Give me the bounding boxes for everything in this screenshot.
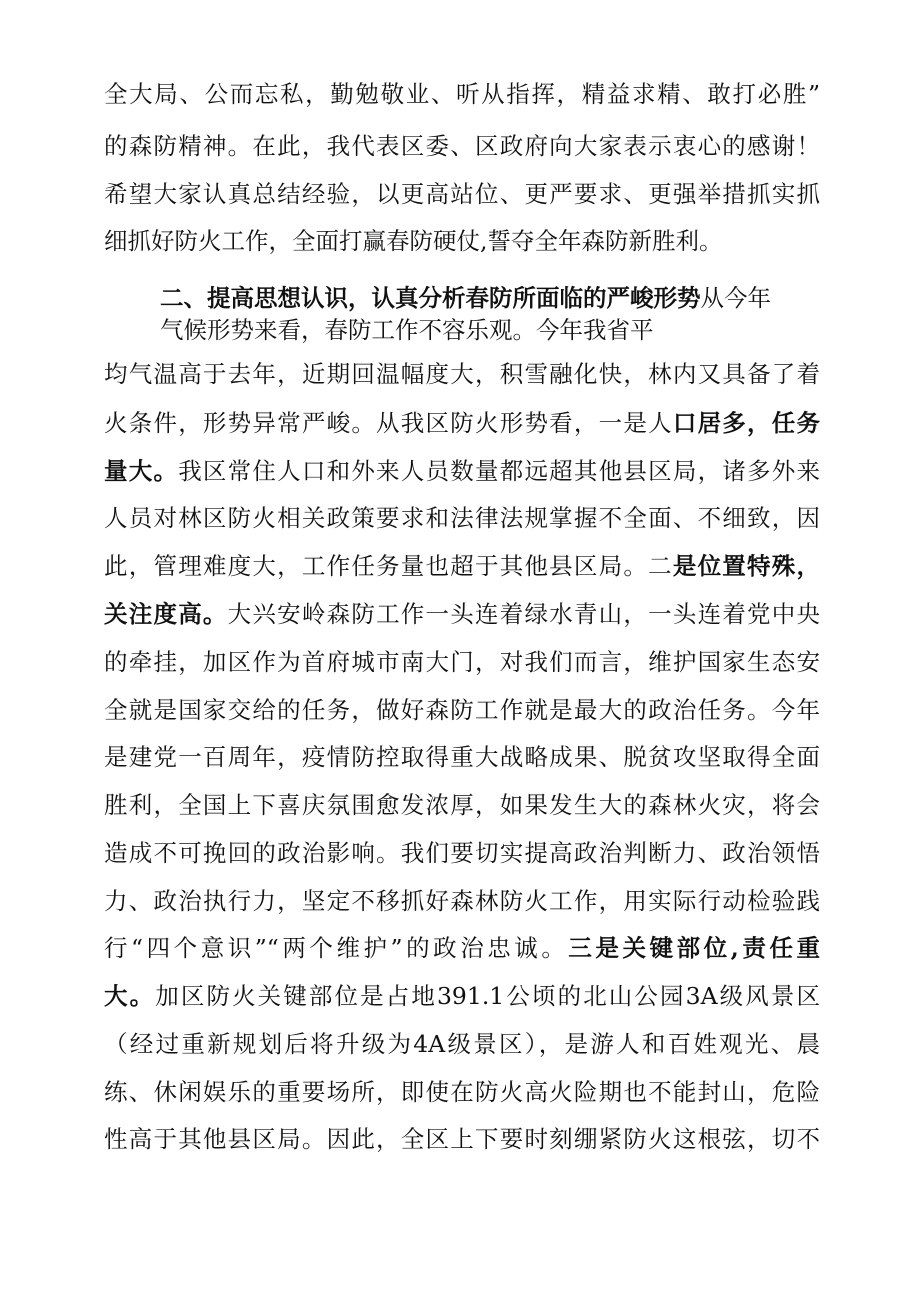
text-line: 关注度高。大兴安岭森防工作一头连着绿水青山，一头连着党中央 xyxy=(104,600,821,628)
text-line: 人员对林区防火相关政策要求和法律法规掌握不全面、不细致，因 xyxy=(104,504,820,532)
text-line: 性高于其他县区局。因此，全区上下要时刻绷紧防火这根弦，切不 xyxy=(104,1125,820,1153)
text-line: 胜利，全国上下喜庆氛围愈发浓厚，如果发生大的森林火灾，将会 xyxy=(104,791,820,819)
text-line: 此，管理难度大，工作任务量也超于其他县区局。二是位置特殊， xyxy=(104,552,821,580)
text-line: （经过重新规划后将升级为4A级景区），是游人和百姓观光、晨 xyxy=(104,1030,820,1058)
text-line: 量大。我区常住人口和外来人员数量都远超其他县区局，诸多外来 xyxy=(104,457,821,485)
section-heading: 二、提高思想认识，认真分析春防所面临的严峻形势从今年 xyxy=(160,284,771,312)
text-line: 希望大家认真总结经验，以更高站位、更严要求、更强举措抓实抓 xyxy=(104,180,820,208)
text-line: 是建党一百周年，疫情防控取得重大战略成果、脱贫攻坚取得全面 xyxy=(104,743,820,771)
text-line: 的牵挂，加区作为首府城市南大门，对我们而言，维护国家生态安 xyxy=(104,648,820,676)
text-line: 气候形势来看，春防工作不容乐观。今年我省平 xyxy=(160,316,654,344)
text-line: 火条件，形势异常严峻。从我区防火形势看，一是人口居多，任务 xyxy=(104,409,821,437)
text-line: 的森防精神。在此，我代表区委、区政府向大家表示衷心的感谢！ xyxy=(104,132,820,160)
text-line: 造成不可挽回的政治影响。我们要切实提高政治判断力、政治领悟 xyxy=(104,839,820,867)
text-line: 大。加区防火关键部位是占地391.1公顷的北山公园3A级风景区 xyxy=(104,982,821,1010)
text-line: 全大局、公而忘私，勤勉敬业、听从指挥，精益求精、敢打必胜” xyxy=(104,80,820,108)
text-line: 均气温高于去年，近期回温幅度大，积雪融化快，林内又具备了着 xyxy=(104,360,820,388)
text-line: 行“四个意识”“两个维护”的政治忠诚。三是关键部位,责任重 xyxy=(104,934,820,962)
text-line: 全就是国家交给的任务，做好森防工作就是最大的政治任务。今年 xyxy=(104,696,820,724)
text-line: 力、政治执行力，坚定不移抓好森林防火工作，用实际行动检验践 xyxy=(104,887,820,915)
text-line: 细抓好防火工作，全面打赢春防硬仗,誓夺全年森防新胜利。 xyxy=(104,227,723,255)
text-line: 练、休闲娱乐的重要场所，即使在防火高火险期也不能封山，危险 xyxy=(104,1078,820,1106)
